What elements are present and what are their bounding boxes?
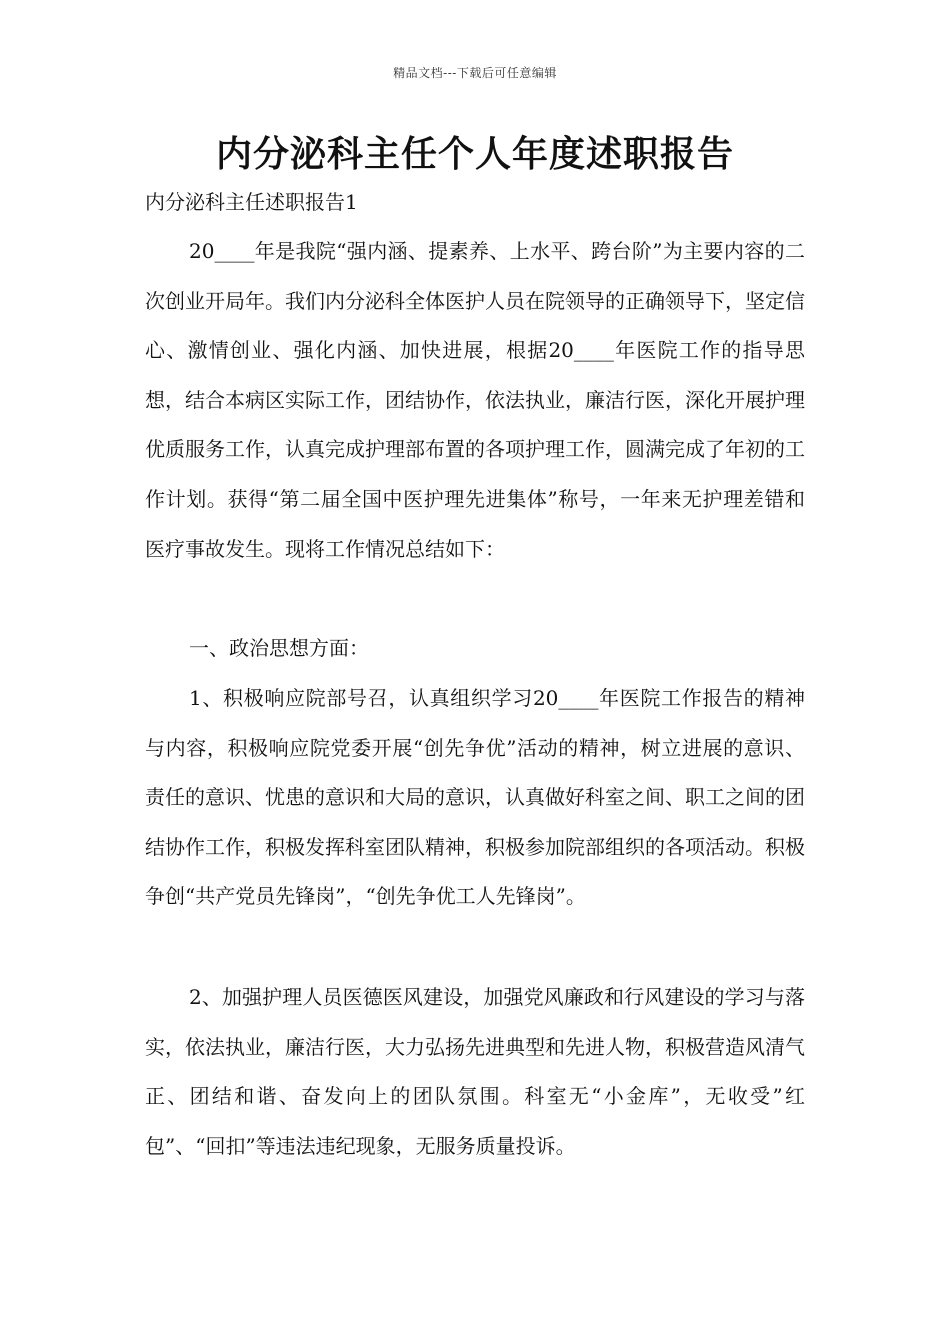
document-title: 内分泌科主任个人年度述职报告 bbox=[215, 133, 734, 175]
report-subtitle: 内分泌科主任述职报告1 bbox=[145, 190, 358, 214]
item-paragraph-2: 2、加强护理人员医德医风建设，加强党风廉政和行风建设的学习与落实，依法执业，廉洁行医，大力弘扬先进典型和先进人物，积极营造风清气正、团结和谐、奋发向上的团队氛围。科室无“小金库”，无收受”红包”、“回扣”等违法违纪现象，无服务质量投诉。 bbox=[145, 985, 805, 1158]
intro-paragraph: 20____年是我院“强内涵、提素养、上水平、跨台阶”为主要内容的二次创业开局年。我们内分泌科全体医护人员在院领导的正确领导下，坚定信心、激情创业、强化内涵、加快进展，根据20____年医院工作的指导思想，结合本病区实际工作，团结协作，依法执业，廉洁行医，深化开展护理优质服务工作，认真完成护理部布置的各项护理工作，圆满完成了年初的工作计划。获得“第二届全国中医护理先进集体”称号，一年来无护理差错和医疗事故发生。现将工作情况总结如下： bbox=[145, 239, 805, 561]
header-note: 精品文档---下载后可任意编辑 bbox=[393, 66, 557, 80]
item-paragraph-1: 1、积极响应院部号召，认真组织学习20____年医院工作报告的精神与内容，积极响应院党委开展“创先争优”活动的精神，树立进展的意识、责任的意识、忧患的意识和大局的意识，认真做好科室之间、职工之间的团结协作工作，积极发挥科室团队精神，积极参加院部组织的各项活动。积极争创“共产党员先锋岗”，“创先争优工人先锋岗”。 bbox=[145, 686, 805, 909]
section-heading-political: 一、政治思想方面： bbox=[189, 636, 369, 660]
